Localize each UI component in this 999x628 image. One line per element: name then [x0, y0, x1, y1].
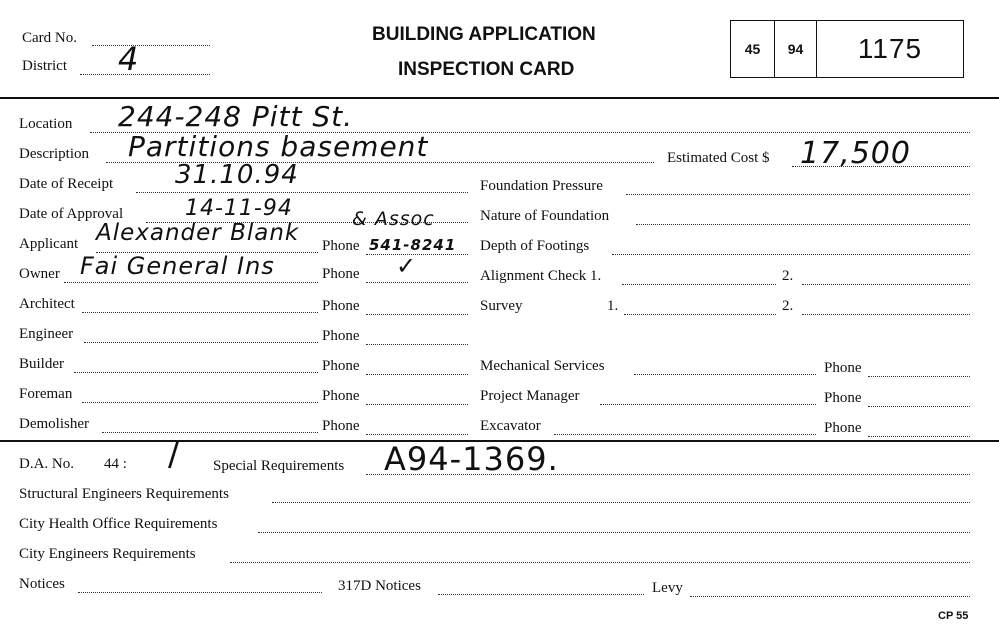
excavator-phone-line — [868, 436, 970, 437]
number-box-year: 94 — [775, 21, 817, 77]
nature-of-foundation-label: Nature of Foundation — [480, 208, 610, 224]
date-of-receipt-label: Date of Receipt — [19, 176, 114, 192]
city-engineers-label: City Engineers Requirements — [19, 546, 196, 562]
description-label: Description — [19, 146, 89, 162]
builder-line — [74, 372, 318, 373]
foreman-line — [82, 402, 318, 403]
city-engineers-line — [230, 562, 970, 563]
survey-1-label: 1. — [607, 298, 619, 314]
owner-phone-value[interactable]: ✓ — [396, 252, 418, 280]
foundation-pressure-label: Foundation Pressure — [480, 178, 603, 194]
survey-2-line — [802, 314, 970, 315]
builder-phone-label: Phone — [322, 358, 360, 374]
owner-phone-line — [366, 282, 468, 283]
mechanical-services-label: Mechanical Services — [480, 358, 605, 374]
excavator-line — [554, 434, 816, 435]
da-no-label: D.A. No. — [19, 456, 74, 472]
estimated-cost-label: Estimated Cost $ — [667, 150, 770, 166]
architect-phone-label: Phone — [322, 298, 360, 314]
engineer-phone-line — [366, 344, 468, 345]
architect-phone-line — [366, 314, 468, 315]
notices-317d-label: 317D Notices — [338, 578, 421, 594]
project-manager-line — [600, 404, 816, 405]
special-requirements-label: Special Requirements — [213, 458, 345, 474]
applicant-phone-label: Phone — [322, 238, 360, 254]
project-manager-phone-label: Phone — [824, 390, 862, 406]
applicant-phone-value[interactable]: 541-8241 — [369, 236, 457, 254]
applicant-value[interactable]: Alexander Blank — [96, 220, 300, 246]
notices-317d-line — [438, 594, 644, 595]
form-title-line2: INSPECTION CARD — [398, 59, 575, 80]
alignment-check-2-label: 2. — [782, 268, 794, 284]
applicant-label: Applicant — [19, 236, 79, 252]
project-manager-label: Project Manager — [480, 388, 580, 404]
card-no-line — [92, 45, 210, 46]
engineer-line — [84, 342, 318, 343]
project-manager-phone-line — [868, 406, 970, 407]
builder-label: Builder — [19, 356, 64, 372]
depth-of-footings-label: Depth of Footings — [480, 238, 590, 254]
card-no-label: Card No. — [22, 30, 77, 46]
owner-phone-label: Phone — [322, 266, 360, 282]
excavator-label: Excavator — [480, 418, 541, 434]
mechanical-services-line — [634, 374, 816, 375]
number-box-series: 45 — [731, 21, 775, 77]
structural-engineers-line — [272, 502, 970, 503]
demolisher-line — [102, 432, 318, 433]
estimated-cost-value[interactable]: 17,500 — [800, 136, 911, 171]
district-label: District — [22, 58, 67, 74]
form-reference: CP 55 — [938, 610, 969, 622]
architect-line — [82, 312, 318, 313]
date-of-receipt-value[interactable]: 31.10.94 — [175, 160, 299, 190]
alignment-check-label: Alignment Check 1. — [480, 268, 602, 284]
survey-label: Survey — [480, 298, 523, 314]
form-title-line1: BUILDING APPLICATION — [372, 24, 596, 45]
levy-line — [690, 596, 970, 597]
foreman-label: Foreman — [19, 386, 73, 402]
demolisher-label: Demolisher — [19, 416, 89, 432]
district-value[interactable]: 4 — [118, 40, 140, 78]
engineer-label: Engineer — [19, 326, 74, 342]
da-no-prefix: 44 : — [104, 456, 127, 472]
description-value[interactable]: Partitions basement — [128, 130, 429, 163]
number-box-number: 1175 — [857, 33, 923, 64]
mechanical-services-phone-line — [868, 376, 970, 377]
notices-line — [78, 592, 322, 593]
builder-phone-line — [366, 374, 468, 375]
survey-1-line — [624, 314, 776, 315]
foreman-phone-line — [366, 404, 468, 405]
alignment-check-2-line — [802, 284, 970, 285]
engineer-phone-label: Phone — [322, 328, 360, 344]
application-number-box — [730, 20, 964, 78]
alignment-check-1-line — [622, 284, 776, 285]
owner-value[interactable]: Fai General Ins — [80, 252, 275, 280]
location-label: Location — [19, 116, 73, 132]
district-line — [80, 74, 210, 75]
architect-label: Architect — [19, 296, 75, 312]
owner-line — [64, 282, 318, 283]
owner-label: Owner — [19, 266, 60, 282]
structural-engineers-label: Structural Engineers Requirements — [19, 486, 229, 502]
date-of-receipt-line — [136, 192, 468, 193]
notices-label: Notices — [19, 576, 65, 592]
applicant-suffix-value[interactable]: & Assoc — [352, 208, 435, 230]
levy-label: Levy — [652, 580, 683, 596]
nature-of-foundation-line — [636, 224, 970, 225]
header-divider — [0, 97, 999, 99]
demolisher-phone-line — [366, 434, 468, 435]
mechanical-services-phone-label: Phone — [824, 360, 862, 376]
date-of-approval-value[interactable]: 14-11-94 — [185, 196, 293, 221]
da-no-value[interactable]: / — [168, 434, 181, 474]
depth-of-footings-line — [612, 254, 970, 255]
city-health-line — [258, 532, 970, 533]
date-of-approval-label: Date of Approval — [19, 206, 124, 222]
excavator-phone-label: Phone — [824, 420, 862, 436]
city-health-label: City Health Office Requirements — [19, 516, 218, 532]
special-requirements-value[interactable]: A94-1369. — [384, 440, 559, 478]
demolisher-phone-label: Phone — [322, 418, 360, 434]
survey-2-label: 2. — [782, 298, 794, 314]
location-value[interactable]: 244-248 Pitt St. — [118, 100, 354, 133]
foundation-pressure-line — [626, 194, 970, 195]
foreman-phone-label: Phone — [322, 388, 360, 404]
